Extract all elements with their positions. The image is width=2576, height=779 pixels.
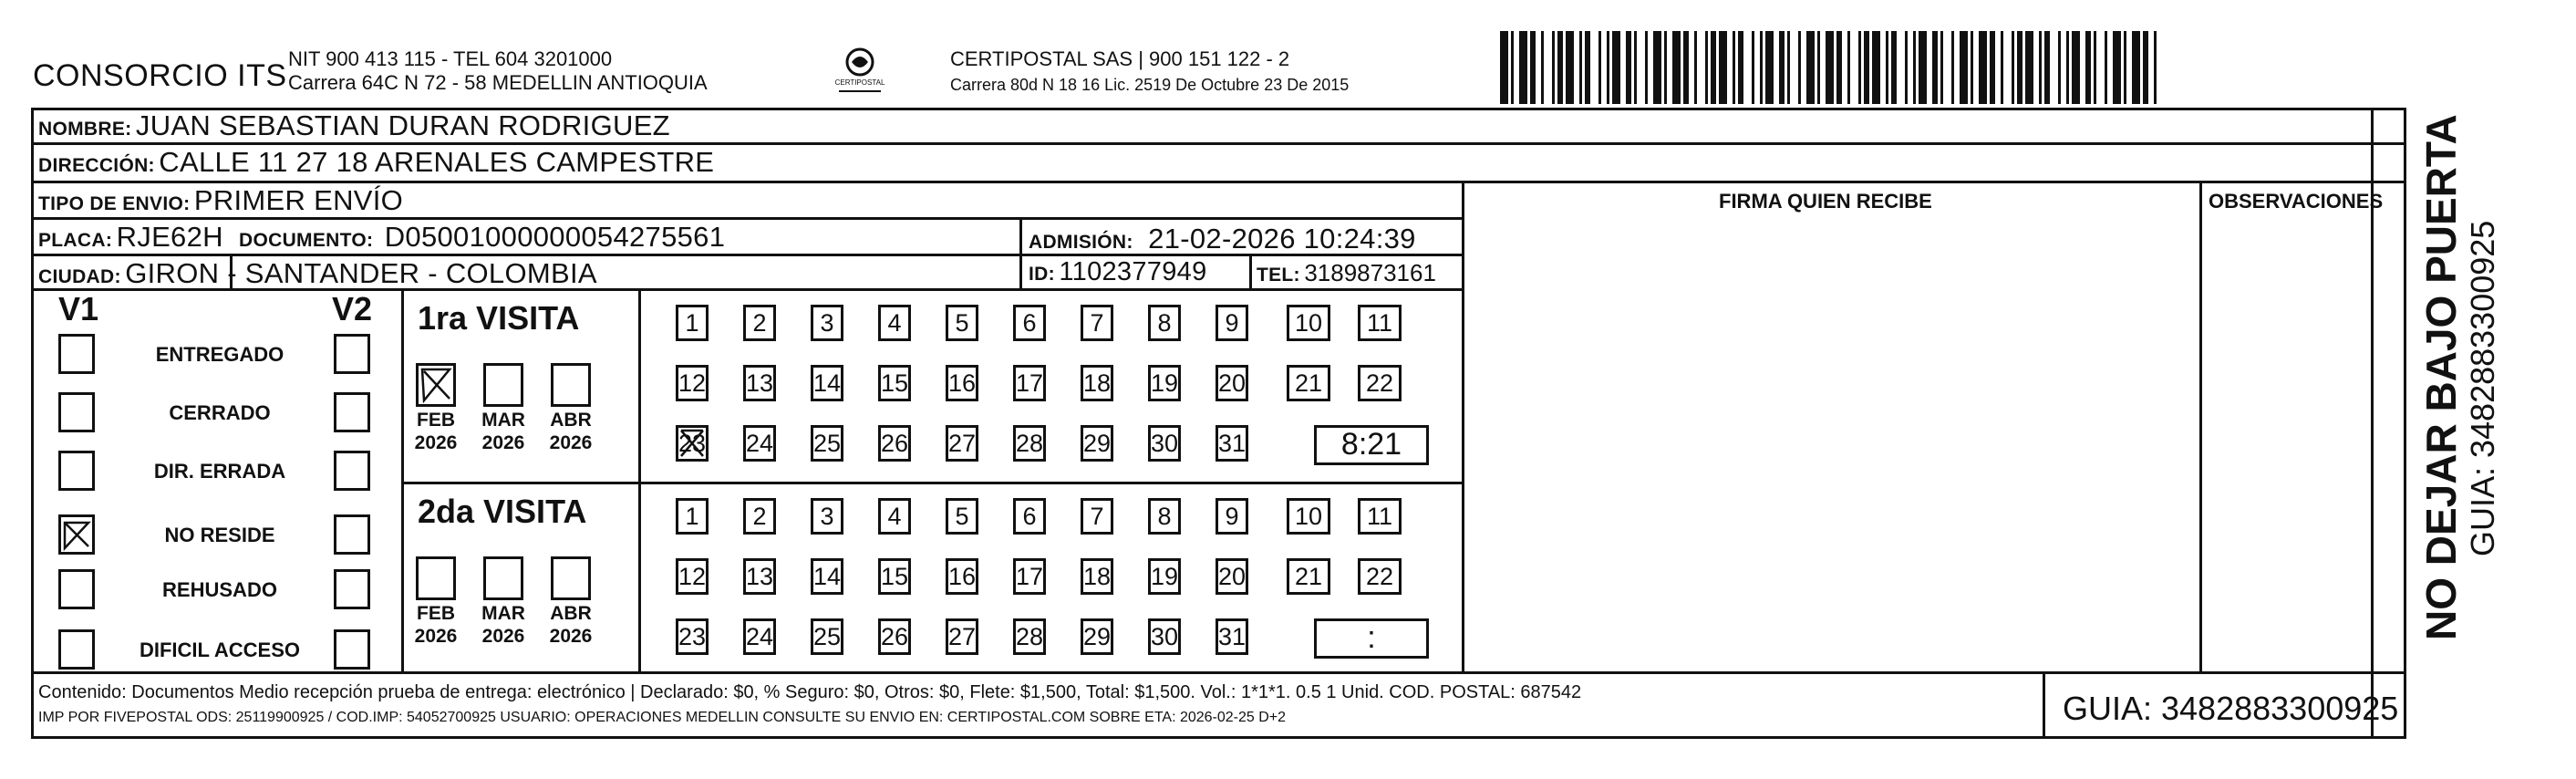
month-name: FEB xyxy=(417,410,455,431)
nombre-row xyxy=(38,109,670,142)
day-box[interactable]: 28 xyxy=(1013,618,1046,655)
id-value: 1102377949 xyxy=(1059,257,1207,286)
status-option-label: ENTREGADO xyxy=(155,343,284,366)
day-box[interactable]: 8 xyxy=(1148,305,1181,341)
admision-label: ADMISIÓN: xyxy=(1029,232,1133,253)
day-box[interactable]: 25 xyxy=(811,618,843,655)
visit-time-box[interactable]: : xyxy=(1314,618,1429,659)
day-box[interactable]: 9 xyxy=(1216,498,1248,535)
tel-field xyxy=(1257,259,1436,287)
day-box[interactable]: 10 xyxy=(1287,305,1330,341)
day-box[interactable]: 18 xyxy=(1081,558,1113,595)
day-box[interactable]: 23 xyxy=(676,618,709,655)
v1-checkbox[interactable] xyxy=(58,392,95,432)
day-box[interactable]: 27 xyxy=(946,425,978,462)
month-year: 2026 xyxy=(549,432,593,453)
status-option-label: DIFICIL ACCESO xyxy=(139,639,300,661)
month-label xyxy=(471,409,535,454)
day-box[interactable]: 13 xyxy=(743,365,776,401)
v2-checkbox[interactable] xyxy=(334,514,370,555)
id-label: ID: xyxy=(1029,264,1055,285)
firma-header: FIRMA QUIEN RECIBE xyxy=(1719,190,1932,213)
day-box[interactable]: 12 xyxy=(676,365,709,401)
certipostal-logo xyxy=(828,38,892,102)
v1-header: V1 xyxy=(58,290,99,327)
day-box[interactable]: 26 xyxy=(878,618,911,655)
tel-label: TEL: xyxy=(1257,265,1300,286)
month-label xyxy=(539,409,603,454)
day-box[interactable]: 5 xyxy=(946,305,978,341)
side-guia: GUIA: 3482883300925 xyxy=(2464,220,2501,556)
day-box[interactable]: 8 xyxy=(1148,498,1181,535)
day-box[interactable]: 2 xyxy=(743,498,776,535)
day-box[interactable]: 3 xyxy=(811,305,843,341)
day-box[interactable] xyxy=(676,425,709,462)
month-name: FEB xyxy=(417,603,455,624)
day-box[interactable]: 7 xyxy=(1081,305,1113,341)
day-box[interactable]: 6 xyxy=(1013,498,1046,535)
direccion-value: CALLE 11 27 18 ARENALES CAMPESTRE xyxy=(159,146,715,178)
day-box[interactable]: 16 xyxy=(946,558,978,595)
v1-checkbox[interactable] xyxy=(58,569,95,609)
day-box[interactable]: 16 xyxy=(946,365,978,401)
day-box[interactable]: 7 xyxy=(1081,498,1113,535)
company-nit-line: NIT 900 413 115 - TEL 604 3201000 xyxy=(288,47,613,70)
placa-label: PLACA: xyxy=(38,230,113,251)
day-box[interactable]: 4 xyxy=(878,498,911,535)
visit-title: 2da VISITA xyxy=(418,493,587,530)
tipo-envio-value: PRIMER ENVÍO xyxy=(193,184,404,216)
day-box[interactable]: 21 xyxy=(1287,558,1330,595)
v1-checkbox[interactable] xyxy=(58,334,95,374)
day-box[interactable]: 29 xyxy=(1081,618,1113,655)
month-checkbox[interactable] xyxy=(483,363,523,407)
day-box[interactable]: 14 xyxy=(811,558,843,595)
month-checkbox[interactable] xyxy=(551,363,591,407)
month-year: 2026 xyxy=(414,626,458,647)
admision-field xyxy=(1029,223,1416,255)
tipo-envio-label: TIPO DE ENVIO: xyxy=(38,193,191,214)
logo-text: CERTIPOSTAL xyxy=(834,78,885,87)
month-name: ABR xyxy=(550,603,592,624)
month-checkbox[interactable] xyxy=(416,363,456,407)
month-year: 2026 xyxy=(549,626,593,647)
v1-checkbox[interactable] xyxy=(58,629,95,670)
day-box[interactable]: 25 xyxy=(811,425,843,462)
day-box[interactable]: 5 xyxy=(946,498,978,535)
day-box[interactable]: 1 xyxy=(676,305,709,341)
month-name: ABR xyxy=(550,410,592,431)
month-label xyxy=(539,602,603,648)
day-box[interactable]: 29 xyxy=(1081,425,1113,462)
check-mark-icon xyxy=(61,517,92,552)
month-checkbox[interactable] xyxy=(416,556,456,600)
month-checkbox[interactable] xyxy=(483,556,523,600)
day-box[interactable]: 11 xyxy=(1358,305,1402,341)
carrier-nit-line: CERTIPOSTAL SAS | 900 151 122 - 2 xyxy=(950,47,1290,70)
month-year: 2026 xyxy=(481,432,525,453)
barcode xyxy=(1500,31,2161,104)
company-address-line: Carrera 64C N 72 - 58 MEDELLIN ANTIOQUIA xyxy=(288,71,708,94)
month-checkbox[interactable] xyxy=(551,556,591,600)
day-box[interactable]: 15 xyxy=(878,558,911,595)
visit-title: 1ra VISITA xyxy=(418,299,580,337)
footer-guia: GUIA: 3482883300925 xyxy=(2063,690,2399,727)
v1-checkbox[interactable] xyxy=(58,451,95,491)
day-box[interactable]: 13 xyxy=(743,558,776,595)
id-field xyxy=(1029,257,1207,287)
month-name: MAR xyxy=(481,603,525,624)
placa-field xyxy=(38,221,223,254)
placa-value: RJE62H xyxy=(116,221,223,253)
day-box[interactable]: 24 xyxy=(743,425,776,462)
month-year: 2026 xyxy=(481,626,525,647)
ciudad-value: GIRON - SANTANDER - COLOMBIA xyxy=(125,257,597,289)
day-box[interactable]: 15 xyxy=(878,365,911,401)
direccion-label: DIRECCIÓN: xyxy=(38,155,155,176)
direccion-row xyxy=(38,146,714,179)
day-box[interactable]: 17 xyxy=(1013,365,1046,401)
tel-value: 3189873161 xyxy=(1304,259,1436,286)
day-box[interactable]: 9 xyxy=(1216,305,1248,341)
day-box[interactable]: 26 xyxy=(878,425,911,462)
day-box[interactable]: 30 xyxy=(1148,618,1181,655)
day-box[interactable]: 14 xyxy=(811,365,843,401)
day-box[interactable]: 20 xyxy=(1216,365,1248,401)
day-box[interactable]: 17 xyxy=(1013,558,1046,595)
nombre-label: NOMBRE: xyxy=(38,119,132,140)
day-box[interactable]: 6 xyxy=(1013,305,1046,341)
check-mark-icon xyxy=(419,366,453,404)
company-name: CONSORCIO ITS xyxy=(33,58,287,93)
day-box[interactable]: 28 xyxy=(1013,425,1046,462)
v2-checkbox[interactable] xyxy=(334,392,370,432)
day-box[interactable]: 21 xyxy=(1287,365,1330,401)
admision-value: 21-02-2026 10:24:39 xyxy=(1148,223,1416,254)
footer-content-line: Contenido: Documentos Medio recepción prueba de entrega: electrónico | Declarado: $0, % Seguro: $0, Otros: $0, Flete: $1,500, Total: $1,500. Vol.: 1*1*1. 0.5 1 Unid. COD. POSTAL: 687542 xyxy=(38,682,1582,702)
documento-value: D05001000000054275561 xyxy=(384,221,726,253)
cross-mark-icon xyxy=(678,428,706,466)
day-box[interactable]: 3 xyxy=(811,498,843,535)
v1-checkbox[interactable] xyxy=(58,514,95,555)
day-box[interactable]: 2 xyxy=(743,305,776,341)
month-year: 2026 xyxy=(414,432,458,453)
documento-field xyxy=(239,221,725,254)
day-box[interactable]: 4 xyxy=(878,305,911,341)
documento-label: DOCUMENTO: xyxy=(239,230,374,251)
carrier-address-line: Carrera 80d N 18 16 Lic. 2519 De Octubre 23 De 2015 xyxy=(950,76,1350,94)
v2-checkbox[interactable] xyxy=(334,569,370,609)
observaciones-header: OBSERVACIONES xyxy=(2209,190,2384,213)
v2-checkbox[interactable] xyxy=(334,334,370,374)
day-box[interactable]: 19 xyxy=(1148,558,1181,595)
day-box[interactable]: 31 xyxy=(1216,425,1248,462)
nombre-value: JUAN SEBASTIAN DURAN RODRIGUEZ xyxy=(135,109,670,141)
day-box[interactable]: 31 xyxy=(1216,618,1248,655)
status-option-label: REHUSADO xyxy=(162,578,277,601)
day-box[interactable]: 11 xyxy=(1358,498,1402,535)
day-box[interactable]: 20 xyxy=(1216,558,1248,595)
day-box[interactable]: 10 xyxy=(1287,498,1330,535)
day-box[interactable]: 12 xyxy=(676,558,709,595)
day-box[interactable]: 22 xyxy=(1358,365,1402,401)
day-box[interactable]: 18 xyxy=(1081,365,1113,401)
status-option-label: CERRADO xyxy=(169,401,271,424)
v2-checkbox[interactable] xyxy=(334,629,370,670)
ciudad-field xyxy=(38,257,597,290)
day-box[interactable]: 30 xyxy=(1148,425,1181,462)
side-warning: NO DEJAR BAJO PUERTA xyxy=(2417,114,2465,640)
day-box[interactable]: 1 xyxy=(676,498,709,535)
day-number: 23 xyxy=(678,430,707,457)
tipo-envio-row xyxy=(38,184,403,217)
v2-checkbox[interactable] xyxy=(334,451,370,491)
month-label xyxy=(404,602,468,648)
month-label xyxy=(404,409,468,454)
ciudad-label: CIUDAD: xyxy=(38,266,121,287)
month-label xyxy=(471,602,535,648)
day-box[interactable]: 22 xyxy=(1358,558,1402,595)
month-name: MAR xyxy=(481,410,525,431)
day-box[interactable]: 19 xyxy=(1148,365,1181,401)
v2-header: V2 xyxy=(332,290,373,327)
status-option-label: NO RESIDE xyxy=(164,524,275,546)
footer-print-line: IMP POR FIVEPOSTAL ODS: 25119900925 / COD.IMP: 54052700925 USUARIO: OPERACIONES MEDELLIN CONSULTE SU ENVIO EN: CERTIPOSTAL.COM SOBRE ETA: 2026-02-25 D+2 xyxy=(38,710,1287,725)
visit-time-box[interactable]: 8:21 xyxy=(1314,425,1429,465)
day-box[interactable]: 24 xyxy=(743,618,776,655)
status-option-label: DIR. ERRADA xyxy=(153,460,286,483)
day-box[interactable]: 27 xyxy=(946,618,978,655)
